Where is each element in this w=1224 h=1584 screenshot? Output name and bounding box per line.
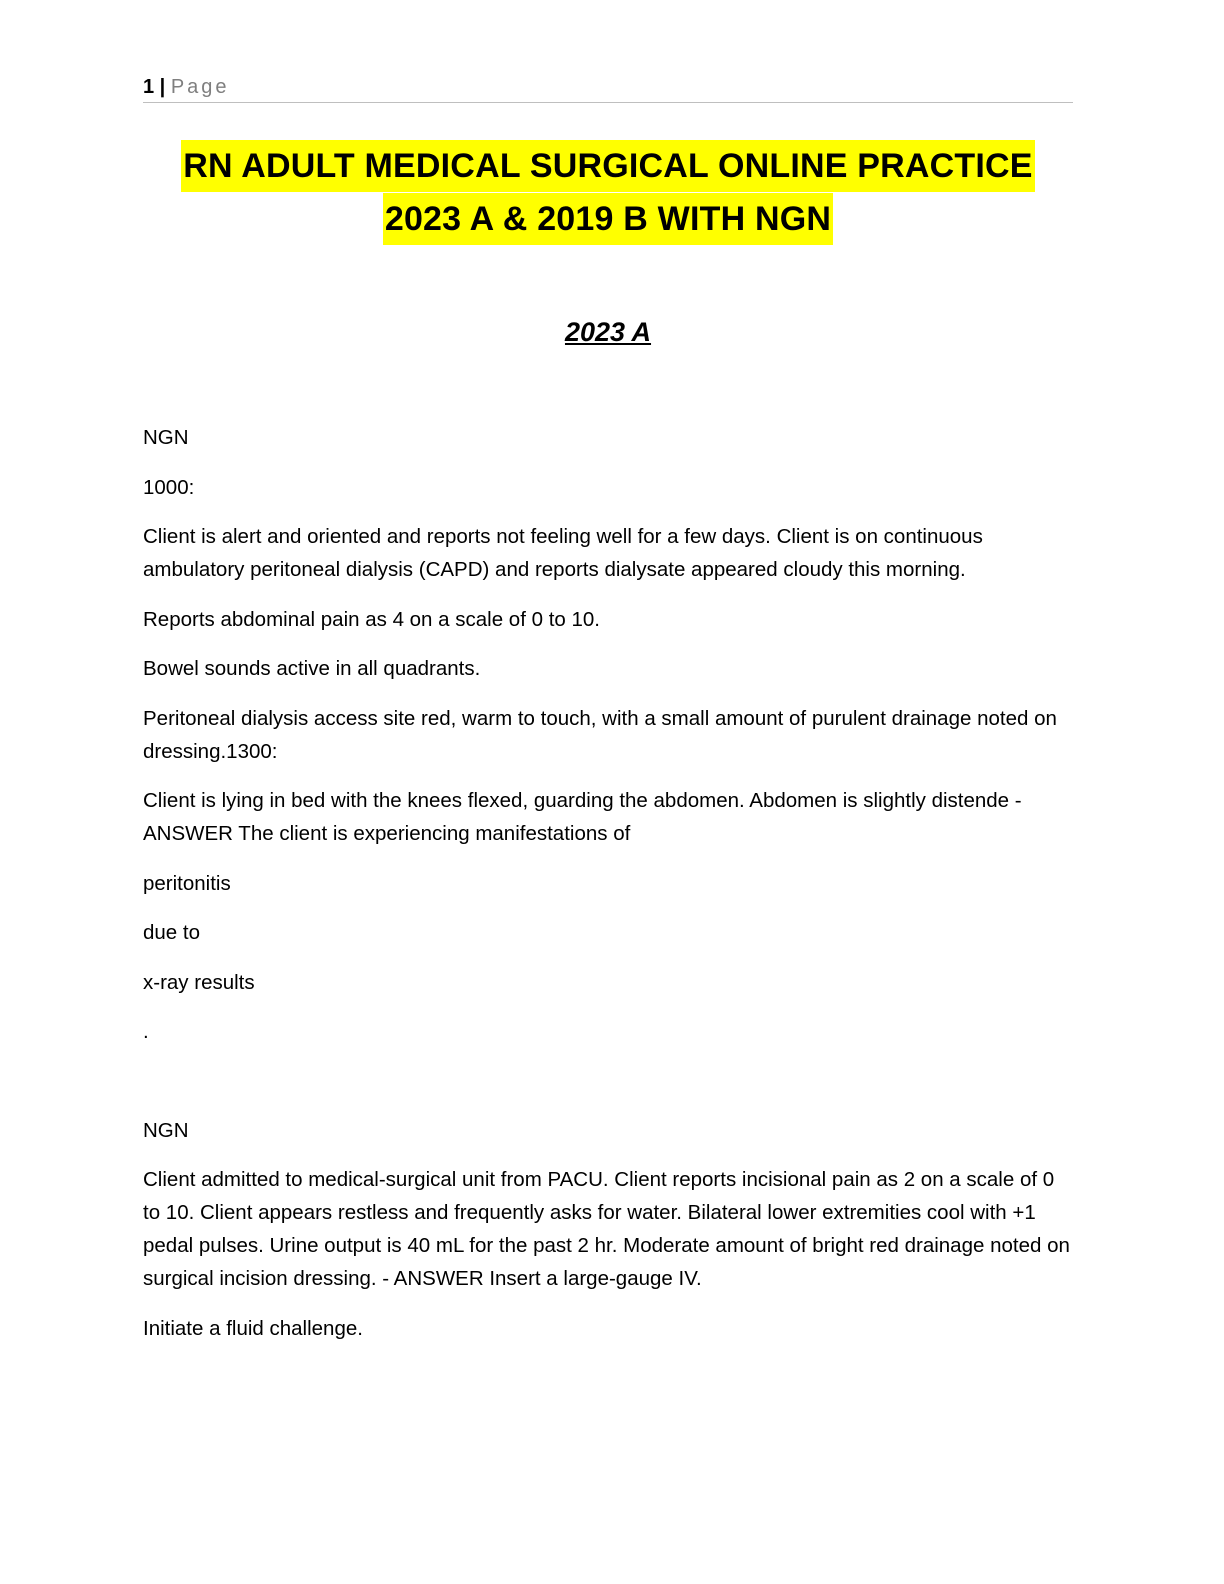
answer-item: x-ray results <box>143 970 255 994</box>
paragraph: Client is alert and oriented and reports not feeling well for a few days. Client is on continuous ambulatory peritoneal dialysis (CAPD) and reports dialysate appeared cloudy this morning. <box>143 525 983 581</box>
paragraph-question-answer: Client admitted to medical-surgical unit from PACU. Client reports incisional pain as 2 on a scale of 0 to 10. Client appears restless and frequently asks for water. Bilateral lower extremities cool with +1 pedal pulses. Urine output is 40 mL for the past 2 hr. Moderate amount of bright red drainage noted on surgical incision dressing. - ANSWER Insert a large-gauge IV. <box>143 1168 1070 1290</box>
page-label: Page <box>170 76 230 98</box>
answer-item: peritonitis <box>143 871 231 895</box>
page-separator: | <box>154 76 171 98</box>
paragraph-time: 1000: <box>143 475 195 499</box>
paragraph: Peritoneal dialysis access site red, warm to touch, with a small amount of purulent drainage noted on dressing.1300: <box>143 706 1057 763</box>
document-title <box>143 140 1073 246</box>
title-line-2: 2023 A & 2019 B WITH NGN <box>383 193 833 245</box>
paragraph-ngn-label: NGN <box>143 1118 189 1142</box>
paragraph: Reports abdominal pain as 4 on a scale of 0 to 10. <box>143 607 600 631</box>
paragraph: Bowel sounds active in all quadrants. <box>143 657 481 680</box>
spacer <box>143 1065 1073 1114</box>
paragraph-ngn-label: NGN <box>143 426 189 449</box>
answer-item: due to <box>143 921 200 944</box>
document-body <box>143 421 1073 1361</box>
answer-item: Initiate a fluid challenge. <box>143 1316 363 1340</box>
section-heading: 2023 A <box>564 317 652 347</box>
page-number: 1 <box>143 76 155 98</box>
page-header <box>143 74 1073 103</box>
title-line-1: RN ADULT MEDICAL SURGICAL ONLINE PRACTICE <box>181 140 1034 192</box>
paragraph-question-answer: Client is lying in bed with the knees flexed, guarding the abdomen. Abdomen is slightly distende - ANSWER The client is experiencing manifestations of <box>143 789 1022 845</box>
answer-item: . <box>143 1020 149 1043</box>
